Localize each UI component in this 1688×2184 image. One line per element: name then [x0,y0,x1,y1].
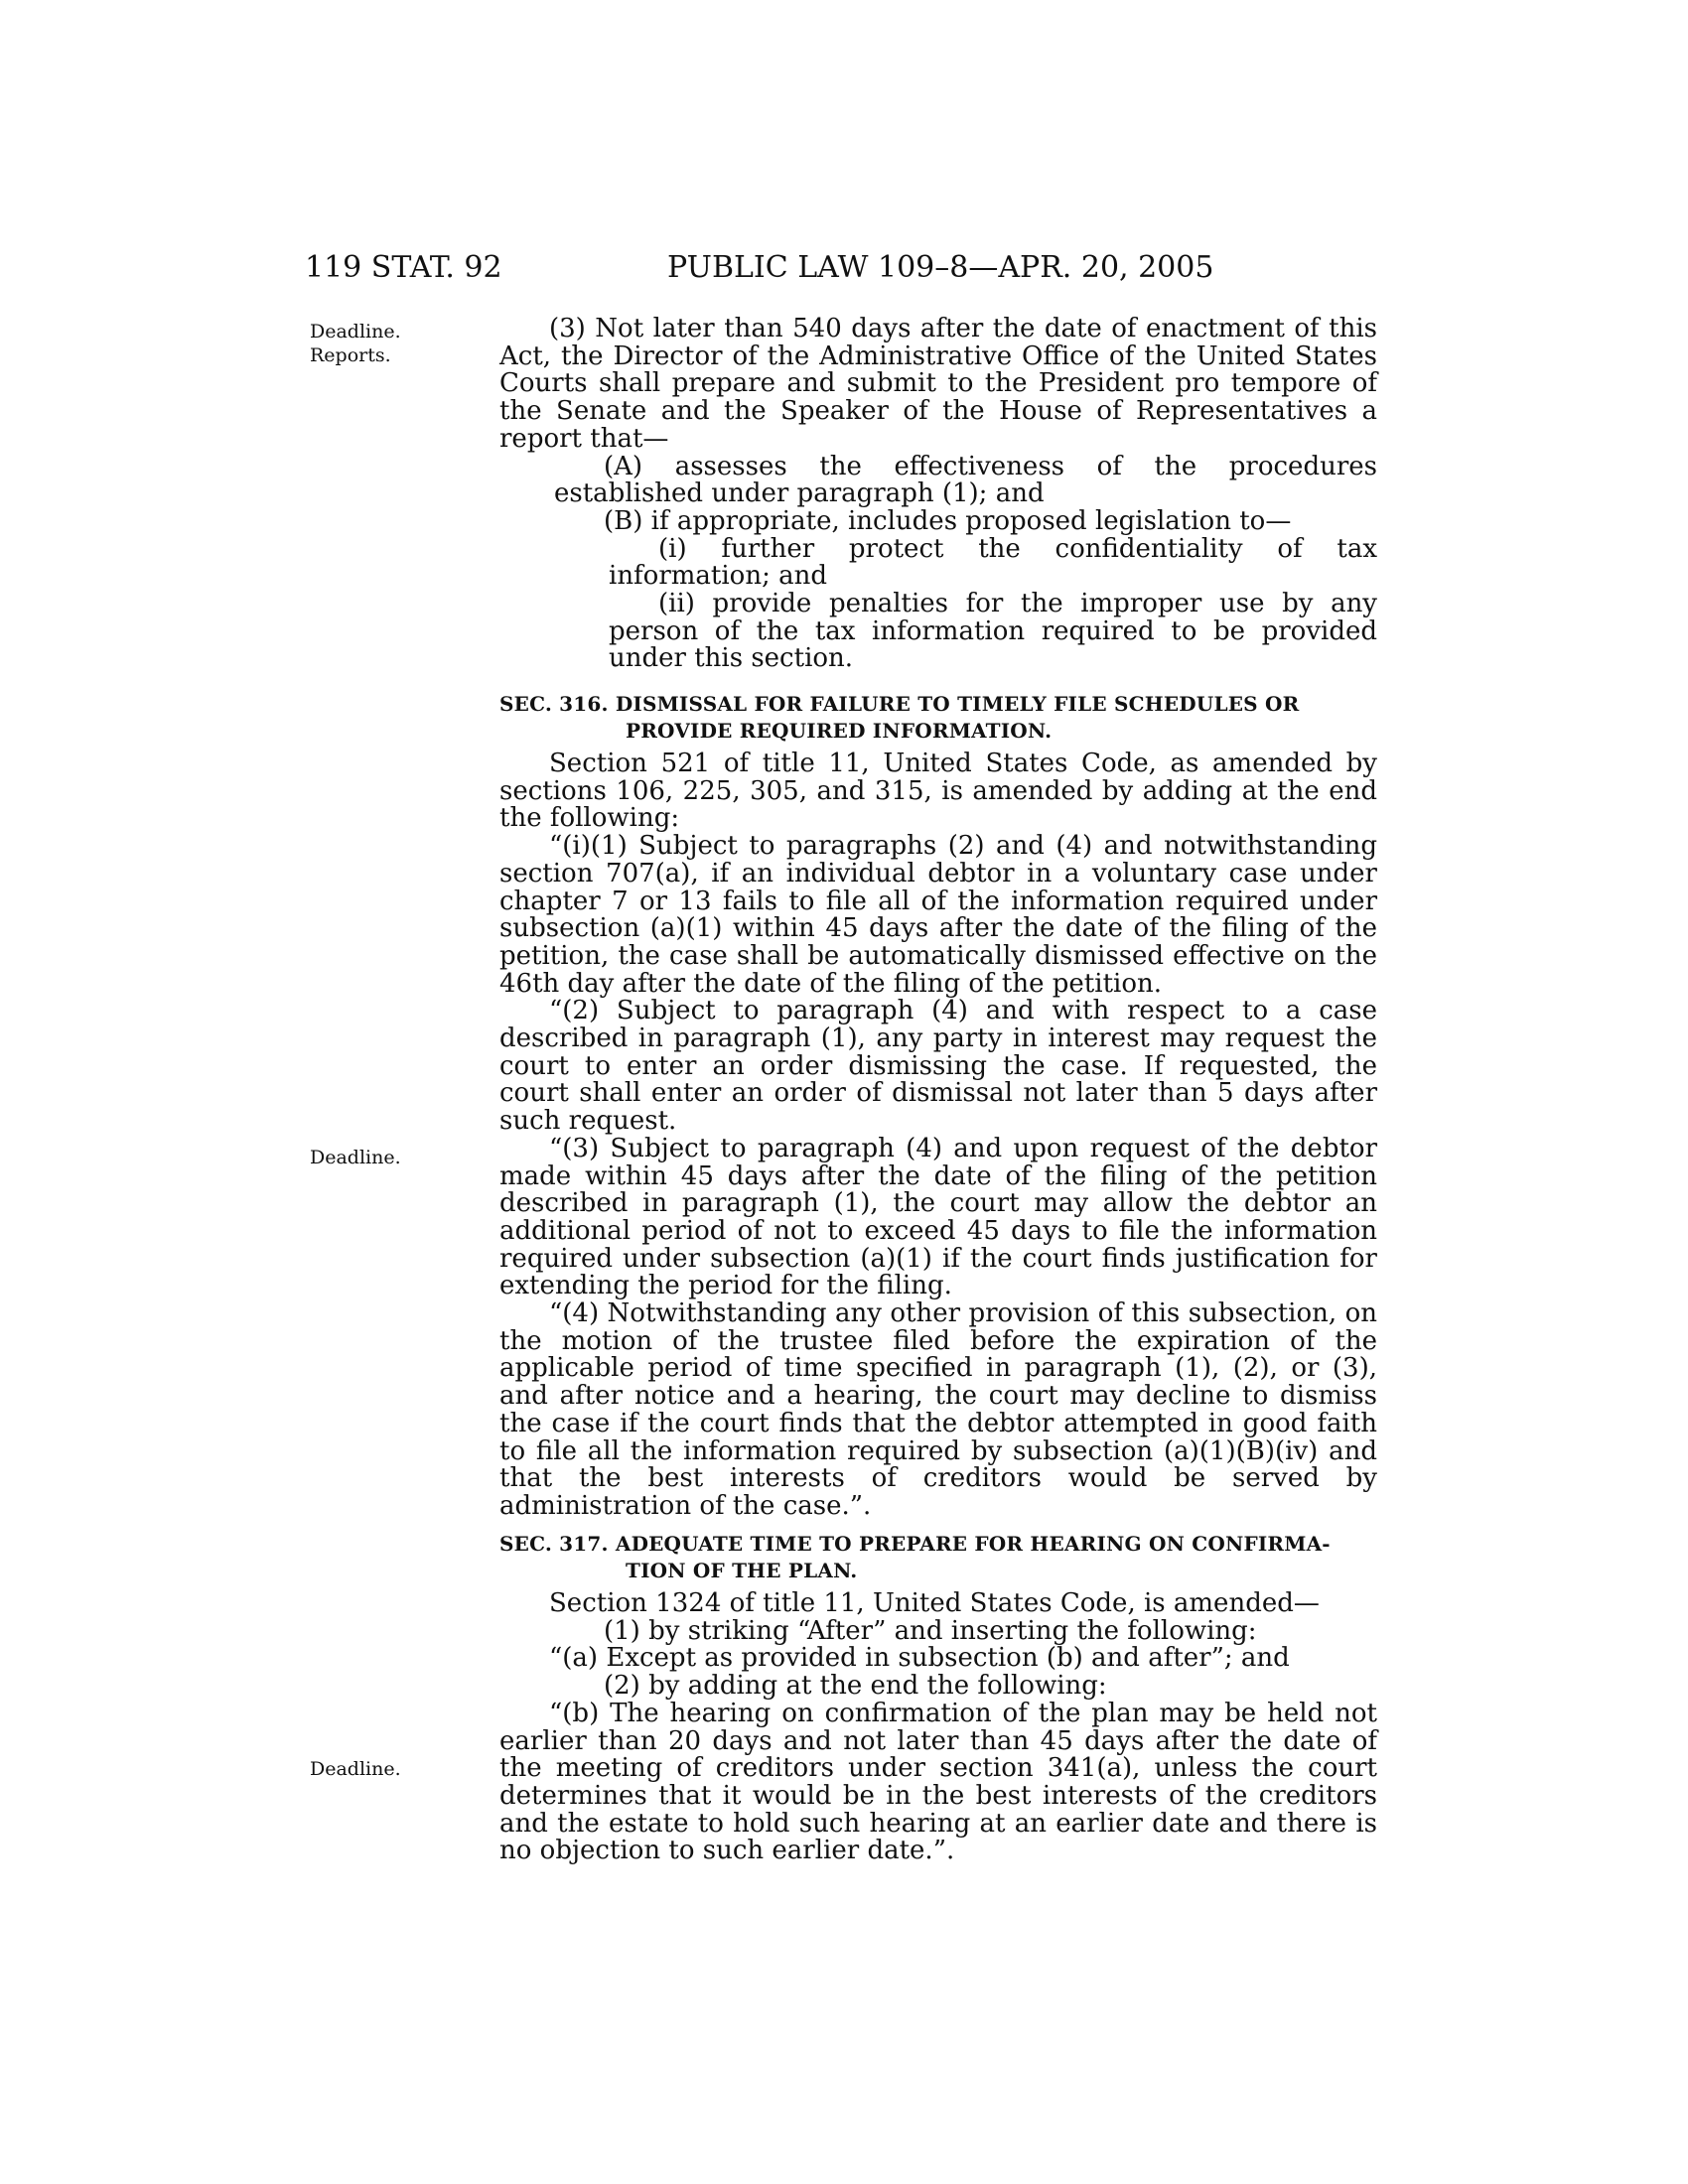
amendment-1: (1) by striking “After” and inserting the following: [604,1615,1257,1646]
section-heading-line: TION OF THE PLAN. [626,1559,858,1582]
margin-note-reports: Reports. [310,344,391,366]
section-316-heading [499,691,1377,745]
amendment-2: (2) by adding at the end the following: [604,1671,1107,1702]
clause-ii: (ii) provide penalties for the improper use by any person of the tax information required to be provided under this section. [609,589,1377,674]
quoted-paragraph-4: “(4) Notwithstanding any other provision of this subsection, on the motion of the trustee filed before the expiration of the applicable period of time specified in paragraph (1), (2), or (3), and after notice and a hearing, the court may decline to dismiss the case if the court finds that the debtor attempted in good faith to file all the information required by subsection (a)(1)(B)(iv) and that the best interests of creditors would be served by administration of the case.”. [499,1298,1377,1521]
quoted-paragraph-3: “(3) Subject to paragraph (4) and upon request of the debtor made within 45 days after the date of the filing of the petition described in paragraph (1), the court may allow the debtor an additional period of not to exceed 45 days to file the information required under subsection (a)(1) if the court finds justification for extending the period for the filing. [499,1133,1377,1301]
section-317-heading [499,1531,1377,1584]
running-header-title: PUBLIC LAW 109–8—APR. 20, 2005 [667,250,1214,285]
quoted-paragraph-1: “(i)(1) Subject to paragraphs (2) and (4) and notwithstanding section 707(a), if an individual debtor in a voluntary case under chapter 7 or 13 fails to file all of the information required under subsection (a)(1) within 45 days after the date of the filing of the petition, the case shall be automatically dismissed effective on the 46th day after the date of the filing of the petition. [499,831,1377,999]
clause-i: (i) further protect the confidentiality of tax information; and [609,533,1377,592]
report-paragraph-block [499,316,1377,673]
subparagraph-b: (B) if appropriate, includes proposed legislation to— [604,505,1292,536]
margin-note-deadline: Deadline. [310,1147,401,1168]
section-heading-line: PROVIDE REQUIRED INFORMATION. [626,719,1053,743]
subparagraph-a: (A) assesses the effectiveness of the procedures established under paragraph (1); and [554,451,1377,509]
page-number: 119 STAT. 92 [305,250,502,285]
paragraph-3: (3) Not later than 540 days after the date of enactment of this Act, the Director of the Administrative Office of the United States Courts shall prepare and submit to the President pro tempore of the Senate and the Speaker of the House of Representatives a report that— [499,314,1377,454]
section-316-intro: Section 521 of title 11, United States Code, as amended by sections 106, 225, 305, and 315, is amended by adding at the end the following: [499,749,1377,834]
margin-note-deadline: Deadline. [310,321,401,342]
section-316-body [499,751,1377,1521]
section-heading-line: SEC. 316. DISMISSAL FOR FAILURE TO TIMELY FILE SCHEDULES OR [499,692,1300,716]
quoted-subsection-b: “(b) The hearing on confirmation of the plan may be held not earlier than 20 days and not later than 45 days after the date of the meeting of creditors under section 341(a), unless the court determines that it would be in the best interests of the creditors and the estate to hold such hearing at an earlier date and there is no objection to such earlier date.”. [499,1698,1377,1866]
section-317-intro: Section 1324 of title 11, United States Code, is amended— [549,1588,1320,1618]
section-heading-line: SEC. 317. ADEQUATE TIME TO PREPARE FOR HEARING ON CONFIRMA- [499,1532,1331,1556]
quoted-paragraph-2: “(2) Subject to paragraph (4) and with respect to a case described in paragraph (1), any party in interest may request the court to enter an order dismissing the case. If requested, the court shall enter an order of dismissal not later than 5 days after such request. [499,996,1377,1137]
margin-note-deadline: Deadline. [310,1758,401,1780]
quoted-subsection-a: “(a) Except as provided in subsection (b) and after”; and [549,1643,1290,1674]
section-317-body [499,1590,1377,1865]
